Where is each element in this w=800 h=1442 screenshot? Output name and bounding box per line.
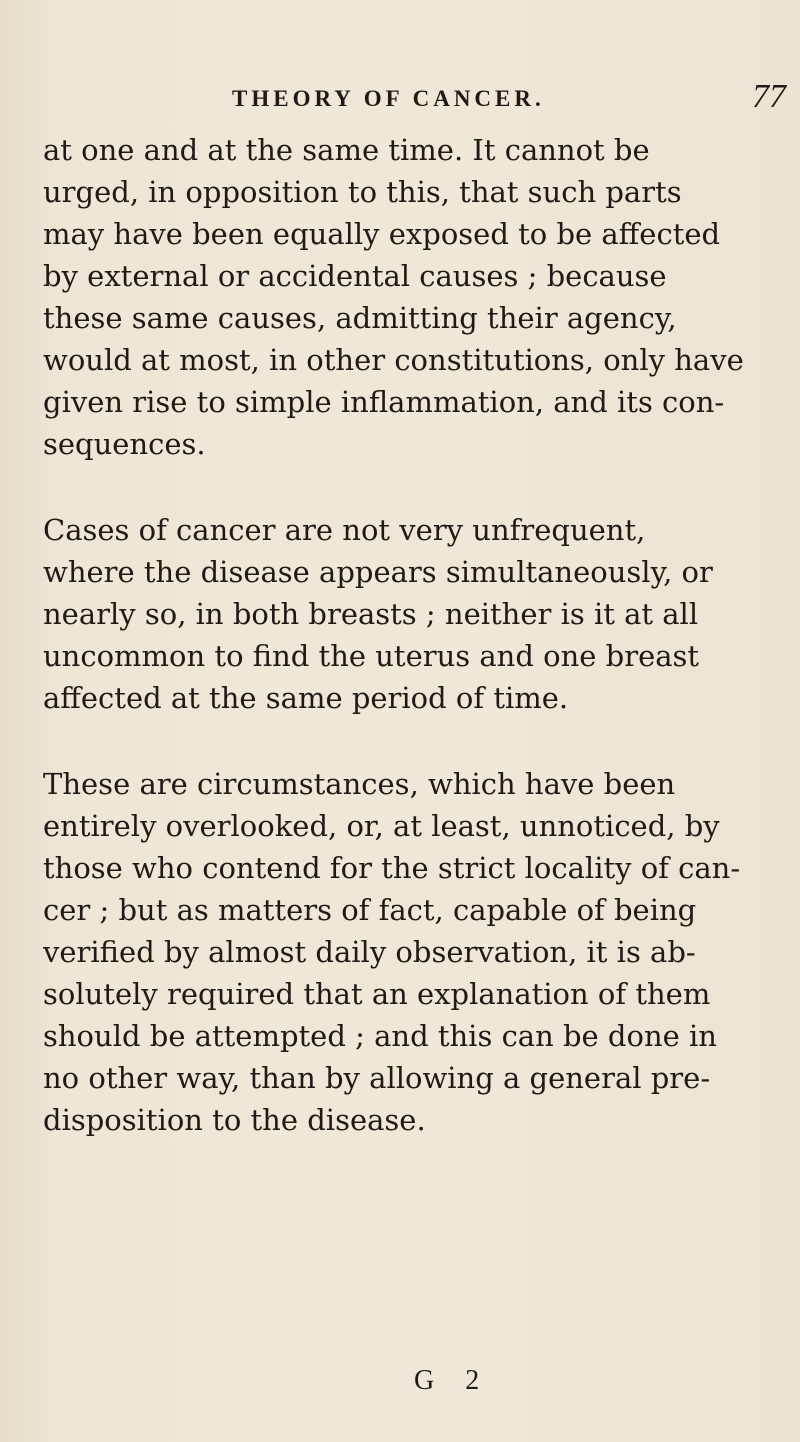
paragraph (43, 509, 783, 719)
text-line: verified by almost daily observation, it is ab- (43, 935, 696, 969)
paragraph-gap (43, 719, 783, 763)
text-line: sequences. (43, 427, 206, 461)
paragraph-gap (43, 465, 783, 509)
text-line: These are circumstances, which have been (43, 767, 676, 801)
text-line: nearly so, in both breasts ; neither is it at all (43, 597, 699, 631)
text-line: urged, in opposition to this, that such parts (43, 175, 682, 209)
text-line: by external or accidental causes ; because (43, 259, 667, 293)
paragraph (43, 129, 783, 465)
text-line: cer ; but as matters of fact, capable of being (43, 893, 697, 927)
text-line: Cases of cancer are not very unfrequent, (43, 513, 646, 547)
running-title: THEORY OF CANCER. (232, 86, 545, 111)
text-line: may have been equally exposed to be affected (43, 217, 721, 251)
text-line: given rise to simple inflammation, and its con- (43, 385, 725, 419)
text-line: entirely overlooked, or, at least, unnoticed, by (43, 809, 720, 843)
text-line: should be attempted ; and this can be done in (43, 1019, 717, 1053)
body-text (43, 129, 783, 1141)
text-line: disposition to the disease. (43, 1103, 426, 1137)
text-line: would at most, in other constitutions, only have (43, 343, 744, 377)
text-line: no other way, than by allowing a general pre- (43, 1061, 711, 1095)
text-line: solutely required that an explanation of them (43, 977, 711, 1011)
text-line: at one and at the same time. It cannot be (43, 133, 650, 167)
signature-mark: G 2 (414, 1365, 492, 1396)
running-head (0, 78, 800, 118)
text-line: affected at the same period of time. (43, 681, 569, 715)
text-line: where the disease appears simultaneously, or (43, 555, 713, 589)
text-line: uncommon to find the uterus and one breast (43, 639, 700, 673)
page-number: 77 (752, 78, 786, 115)
text-line: those who contend for the strict locality of can- (43, 851, 741, 885)
paragraph (43, 763, 783, 1141)
text-line: these same causes, admitting their agency, (43, 301, 677, 335)
